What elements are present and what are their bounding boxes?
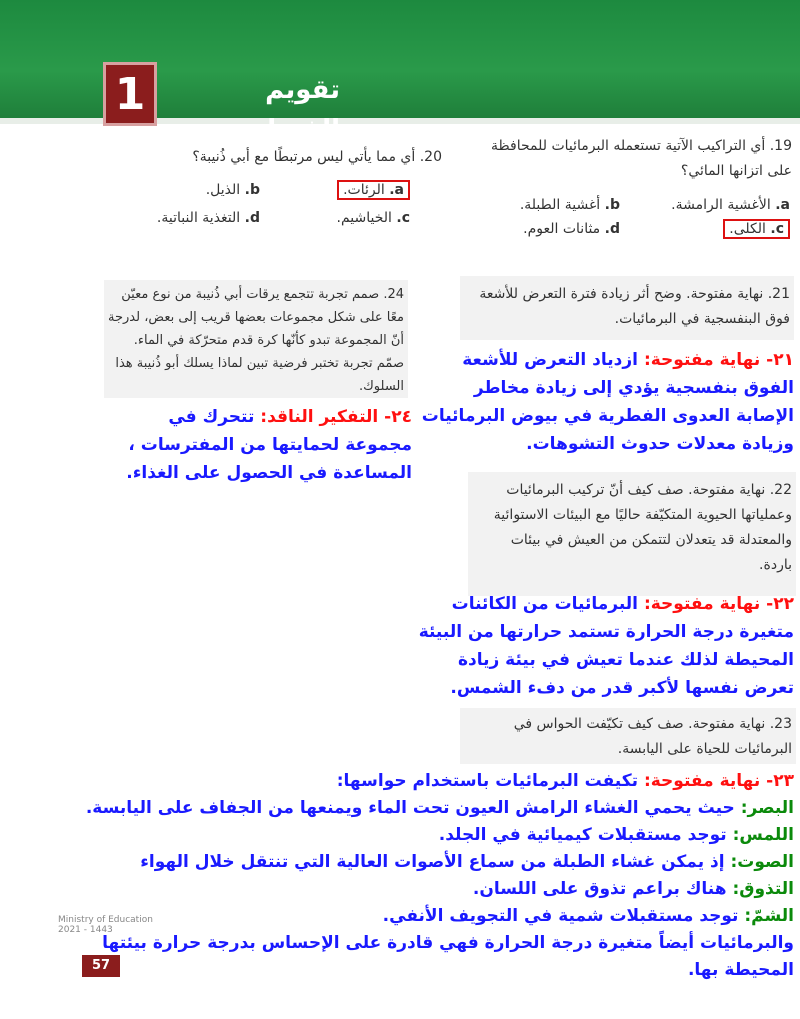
sense-label: البصر: (740, 798, 794, 818)
option-text: الأغشية الرامشة. (671, 197, 771, 213)
page-number: 57 (82, 955, 120, 977)
q19-option-a (640, 193, 790, 217)
q20-option-c (300, 206, 410, 230)
sense-label: الشمّ: (744, 906, 794, 926)
answer-highlight-box (723, 219, 790, 239)
question-22: 22. نهاية مفتوحة. صف كيف أنّ تركيب البرمائيات وعملياتها الحيوية المتكيّفة حاليًا مع البيئات الاستوائية والمعتدلة قد يتعدلان لتتمكن من العيش في بيئات باردة. (493, 482, 792, 573)
answer-label: ٢٢- نهاية مفتوحة: (643, 594, 794, 614)
answer-label: ٢٣- نهاية مفتوحة: (643, 771, 794, 791)
answer-23-intro (40, 768, 794, 795)
option-text: التغذية النباتية. (156, 210, 241, 226)
sense-line-sight (40, 795, 794, 822)
answer-text: البرمائيات من الكائنات متغيرة درجة الحرارة تستمد حرارتها من البيئة المحيطة لذلك عندما تعيش في بيئة زيادة تعرض نفسها لأكبر قدر من دفء الشمس. (418, 594, 794, 698)
option-label: c. (396, 210, 410, 226)
sense-label: اللمس: (732, 825, 794, 845)
option-label: a. (389, 182, 404, 198)
q19-option-c-correct (690, 217, 790, 241)
option-text: الخياشيم. (336, 210, 392, 226)
sense-text: توجد مستقبلات كيميائية في الجلد. (438, 825, 727, 845)
sense-line-sound (40, 849, 794, 876)
q20-option-d (120, 206, 260, 230)
sense-line-taste (40, 876, 794, 903)
q19-option-d (500, 217, 620, 241)
option-text: مثانات العوم. (523, 221, 601, 237)
question-23: 23. نهاية مفتوحة. صف كيف تكيّفت الحواس في البرمائيات للحياة على اليابسة. (513, 716, 792, 757)
answer-23-closing: والبرمائيات أيضاً متغيرة درجة الحرارة فهي قادرة على الإحساس بدرجة حرارة بيئتها المحيطة بها. (102, 933, 794, 980)
q20-option-b (160, 178, 260, 202)
sense-text: هناك براعم تذوق على اللسان. (472, 879, 727, 899)
option-label: d. (244, 210, 260, 226)
answer-21 (418, 346, 794, 458)
q19-option-b (490, 193, 620, 217)
chapter-title: تقويم الفصل (253, 75, 340, 145)
sense-label: الصوت: (730, 852, 794, 872)
question-24: 24. صمم تجربة تتجمع يرقات أبي ذُنيبة من نوع معيّن معًا على شكل مجموعات بعضها قريب إلى بعض، لدرجة أنّ المجموعة تبدو كأنّها كرة قدم متحرّكة في الماء. صمّم تجربة تختبر فرضية تبين لماذا يسلك أبو ذُنيبة هذا السلوك. (108, 287, 404, 394)
option-text: الكلى. (729, 221, 766, 237)
answer-24 (100, 403, 412, 487)
option-text: الذيل. (205, 182, 241, 198)
chapter-number-badge: 1 (103, 62, 157, 126)
ministry-name: Ministry of Education (58, 915, 153, 925)
q20-option-a-correct (310, 178, 410, 202)
question-21: 21. نهاية مفتوحة. وضح أثر زيادة فترة التعرض للأشعة فوق البنفسجية في البرمائيات. (479, 286, 790, 327)
question-19: 19. أي التراكيب الآتية تستعمله البرمائيات للمحافظة على اتزانها المائي؟ (491, 138, 792, 179)
option-label: c. (770, 221, 784, 237)
option-text: الرئات. (343, 182, 385, 198)
sense-label: التذوق: (732, 879, 794, 899)
sense-line-touch (40, 822, 794, 849)
answer-text: تتحرك في مجموعة لحمايتها من المفترسات ، المساعدة في الحصول على الغذاء. (126, 407, 412, 483)
sense-text: إذ يمكن غشاء الطبلة من سماع الأصوات العالية التي تنتقل خلال الهواء (140, 852, 725, 872)
ministry-logo (58, 915, 168, 955)
answer-label: ٢٤- التفكير الناقد: (260, 407, 412, 427)
question-20: 20. أي مما يأتي ليس مرتبطًا مع أبي ذُنيبة؟ (192, 149, 442, 165)
option-label: d. (604, 221, 620, 237)
answer-22 (416, 590, 794, 702)
option-label: a. (775, 197, 790, 213)
option-text: أغشية الطبلة. (519, 197, 601, 213)
answer-highlight-box (337, 180, 410, 200)
sense-text: توجد مستقبلات شمية في التجويف الأنفي. (382, 906, 739, 926)
sense-text: حيث يحمي الغشاء الرامش العيون تحت الماء ويمنعها من الجفاف على اليابسة. (85, 798, 735, 818)
answer-text: ازدياد التعرض للأشعة الفوق بنفسجية يؤدي إلى زيادة مخاطر الإصابة العدوى الفطرية في بيوض البرمائيات وزيادة معدلات حدوث التشوهات. (421, 350, 794, 454)
answer-label: ٢١- نهاية مفتوحة: (643, 350, 794, 370)
ministry-year: 2021 - 1443 (58, 925, 113, 935)
answer-text: تكيفت البرمائيات باستخدام حواسها: (336, 771, 639, 791)
option-label: b. (604, 197, 620, 213)
option-label: b. (244, 182, 260, 198)
